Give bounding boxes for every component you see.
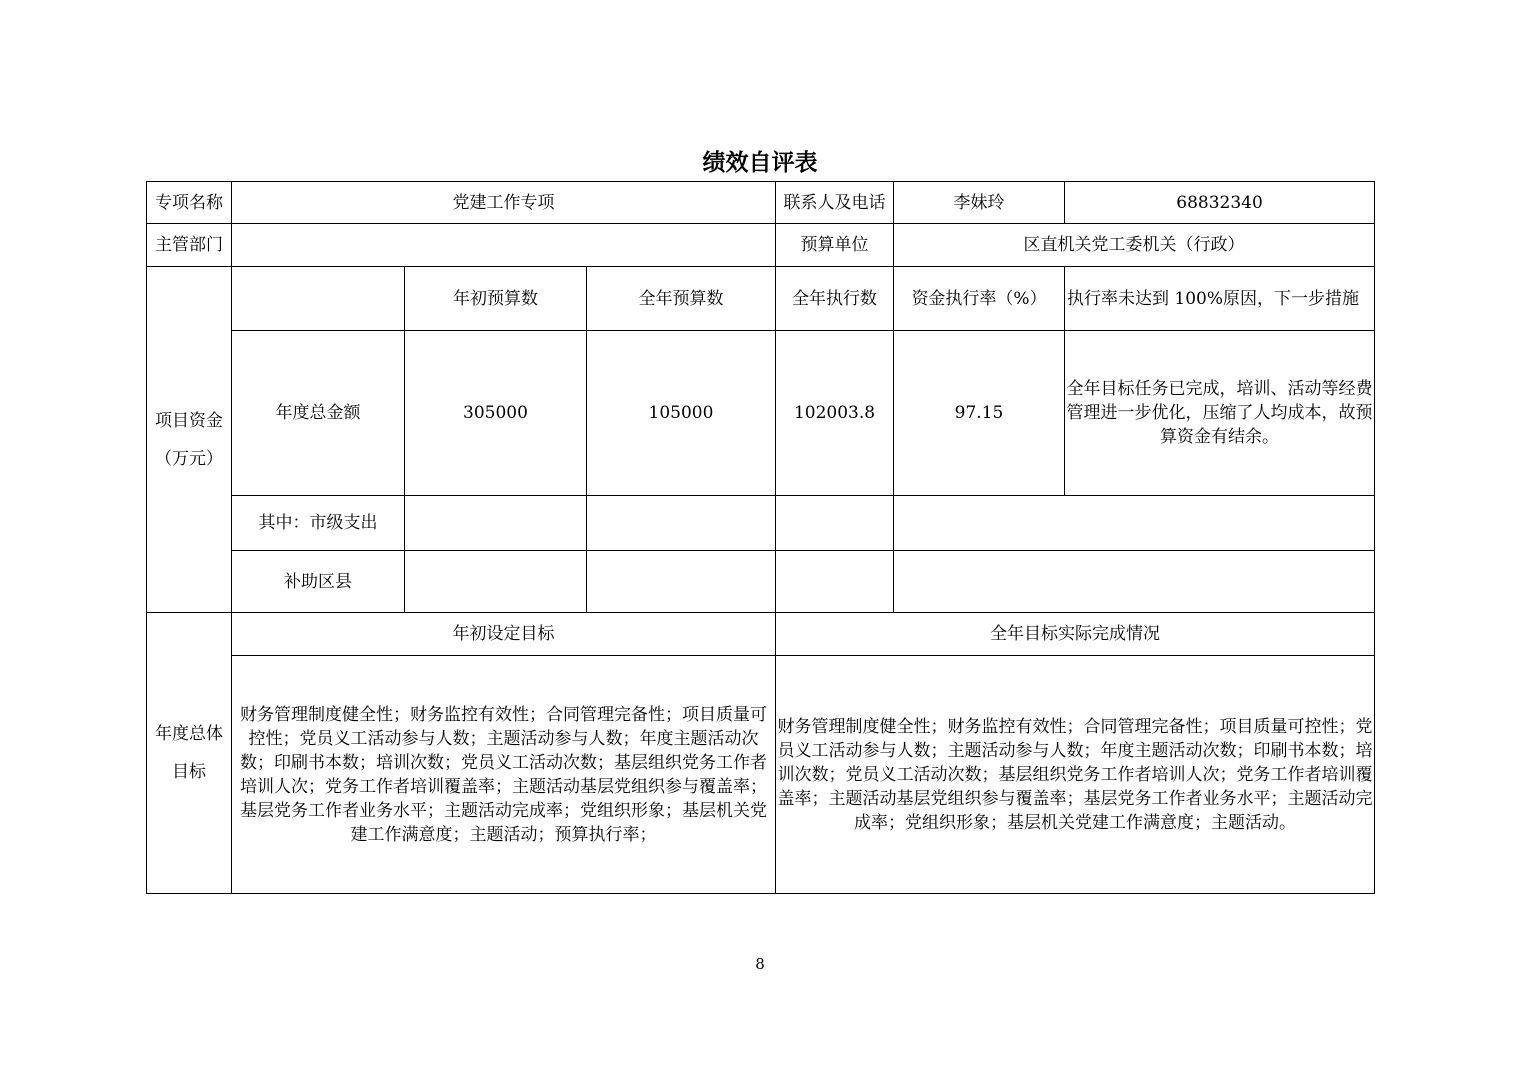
project-name-label: 专项名称: [147, 182, 232, 224]
goals-label-line1: 年度总体: [155, 724, 223, 744]
city-annual-execution: [776, 496, 894, 551]
total-annual-budget: 105000: [587, 331, 776, 496]
district-remainder: [894, 551, 1375, 613]
actual-goals-text: 财务管理制度健全性；财务监控有效性；合同管理完备性；项目质量可控性；党员义工活动参与人数；主题活动参与人数；年度主题活动次数；印刷书本数；培训次数；党员义工活动次数；基层组织党务工作者培训人次；党务工作者培训覆盖率；主题活动基层党组织参与覆盖率；基层党务工作者业务水平；主题活动完成率；党组织形象；基层机关党建工作满意度；主题活动。: [776, 656, 1375, 894]
header-reason: 执行率未达到 100%原因，下一步措施: [1065, 267, 1375, 331]
project-name-row: [147, 182, 1375, 224]
initial-goals-header: 年初设定目标: [232, 613, 776, 656]
goals-header-row: [147, 613, 1375, 656]
goals-content-row: [147, 656, 1375, 894]
page-number: 8: [755, 955, 765, 973]
department-label: 主管部门: [147, 224, 232, 267]
funds-label: [147, 267, 232, 613]
total-reason: 全年目标任务已完成，培训、活动等经费管理进一步优化，压缩了人均成本，故预算资金有结余。: [1065, 331, 1375, 496]
initial-goals-text: 财务管理制度健全性；财务监控有效性；合同管理完备性；项目质量可控性；党员义工活动参与人数；主题活动参与人数；年度主题活动次数；印刷书本数；培训次数；党员义工活动次数；基层组织党务工作者培训人次；党务工作者培训覆盖率；主题活动基层党组织参与覆盖率；基层党务工作者业务水平；主题活动完成率；党组织形象；基层机关党建工作满意度；主题活动；预算执行率；: [232, 656, 776, 894]
contact-name: 李妹玲: [894, 182, 1065, 224]
department-value: [232, 224, 776, 267]
city-remainder: [894, 496, 1375, 551]
district-annual-budget: [587, 551, 776, 613]
page-title: 绩效自评表: [702, 150, 818, 176]
total-amount-label: 年度总金额: [232, 331, 405, 496]
city-expense-label: 其中：市级支出: [232, 496, 405, 551]
department-row: [147, 224, 1375, 267]
district-annual-execution: [776, 551, 894, 613]
contact-label: 联系人及电话: [776, 182, 894, 224]
performance-table: [146, 181, 1375, 894]
header-execution-rate: 资金执行率（%）: [894, 267, 1065, 331]
goals-label-line2: 目标: [172, 762, 206, 782]
total-execution-rate: 97.15: [894, 331, 1065, 496]
total-initial-budget: 305000: [405, 331, 587, 496]
budget-unit-value: 区直机关党工委机关（行政）: [894, 224, 1375, 267]
goals-label: [147, 613, 232, 894]
budget-unit-label: 预算单位: [776, 224, 894, 267]
funds-label-line2: （万元）: [155, 448, 223, 469]
funds-city-row: [147, 496, 1375, 551]
funds-header-row: [147, 267, 1375, 331]
total-annual-execution: 102003.8: [776, 331, 894, 496]
actual-goals-header: 全年目标实际完成情况: [776, 613, 1375, 656]
project-name-value: 党建工作专项: [232, 182, 776, 224]
district-initial-budget: [405, 551, 587, 613]
contact-phone: 68832340: [1065, 182, 1375, 224]
header-annual-budget: 全年预算数: [587, 267, 776, 331]
funds-label-line1: 项目资金: [155, 410, 223, 431]
header-initial-budget: 年初预算数: [405, 267, 587, 331]
funds-district-row: [147, 551, 1375, 613]
city-annual-budget: [587, 496, 776, 551]
funds-header-blank: [232, 267, 405, 331]
district-subsidy-label: 补助区县: [232, 551, 405, 613]
funds-total-row: [147, 331, 1375, 496]
city-initial-budget: [405, 496, 587, 551]
header-annual-execution: 全年执行数: [776, 267, 894, 331]
